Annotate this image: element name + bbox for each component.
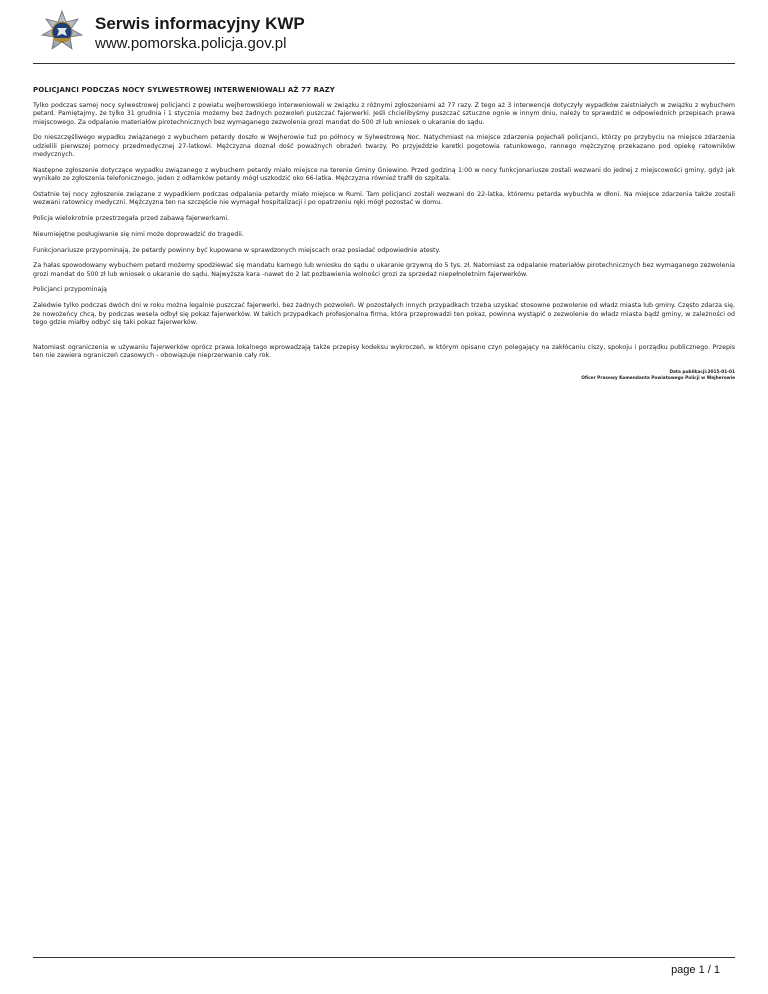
author: Oficer Prasowy Komendanta Powiatowego Policji w Wejherowie [581,376,735,382]
header [33,10,333,54]
paragraph: Zaledwie tylko podczas dwóch dni w roku można legalnie puszczać fajerwerki, bez żadnych pozwoleń. W pozostałych innych przypadkach trzeba uzyskać stosowne pozwolenie od władz miasta lub gminy. Często zdarza się, że nowożeńcy chcą, by podczas wesela odbył się pokaz fajerwerków. W takich przypadkach profesjonalna firma, która przeprowadzi ten pokaz, powinna wystąpić o zezwolenie do władz miasta bądź gminy, w zależności od tego gdzie miałby odbyć się taki pokaz fajerwerków. [33,302,735,326]
header-divider [33,63,735,64]
footer-divider [33,957,735,958]
article-meta [33,370,735,382]
site-title: Serwis informacyjny KWP [95,14,305,33]
paragraph: Za hałas spowodowany wybuchem petard możemy spodziewać się mandatu karnego lub wniosku do sądu o ukaranie grzywną do 5 tys. zł. Natomiast za odpalanie materiałów pirotechnicznych bez wymaganego zezwolenia grozi mandat do 500 zł lub wniosek o ukaranie do sądu. Najwyższa kara -nawet do 2 lat pozbawienia wolności grozi za sprzedaż niepełnoletnim fajerwerków. [33,262,735,278]
paragraph: Do nieszczęśliwego wypadku związanego z wybuchem petardy doszło w Wejherowie tuż po północy w Sylwestrową Noc. Natychmiast na miejsce zdarzenia pojechali policjanci, którzy po przybyciu na miejsce zdarzenia udzielili pierwszej pomocy przedmedycznej 27-latkowi. Mężczyzna doznał dość poważnych obrażeń twarzy. Po przyjeździe karetki pogotowia ratunkowego, rannego mężczyznę przekazano pod opiekę ratowników medycznych. [33,134,735,158]
paragraph: Funkcjonariusze przypominają, że petardy powinny być kupowane w sprawdzonych miejscach oraz posiadać odpowiednie atesty. [33,246,441,254]
paragraph: Policjanci przypominają [33,286,108,294]
publication-date: Data publikacji:2015-01-01 [669,370,735,376]
spacer [33,335,735,344]
site-url[interactable]: www.pomorska.policja.gov.pl [95,35,287,52]
paragraph: Tylko podczas samej nocy sylwestrowej policjanci z powiatu wejherowskiego interweniowali w związku z różnymi zgłoszeniami aż 77 razy. Z tego aż 3 interwencje dotyczyły wypadków zaistniałych w związku z wybuchem petard. Pamiętajmy, że tylko 31 grudnia i 1 stycznia możemy bez żadnych pozwoleń puszczać fajerwerki. Jeśli chcielibyśmy puszczać sztuczne ognie w innym dniu, należy to sprawdzić w odpowiednich przepisach prawa miejscowego. Za odpalanie materiałów pirotechnicznych bez wymaganego zezwolenia grozi mandat do 500 zł lub wniosek o ukaranie do sądu. [33,102,735,126]
page-number: page 1 / 1 [671,964,720,976]
paragraph: Następne zgłoszenie dotyczące wypadku związanego z wybuchem petardy miało miejsce na terenie Gminy Gniewino. Przed godziną 1:00 w nocy funkcjonariusze zostali wezwani do jednej z miejscowości gminy, gdyż jak wynikało ze zgłoszenia telefonicznego, jeden z odłamków petardy mógł uszkodzić oko 66-latka. Mężczyzna również trafił do szpitala. [33,166,735,183]
paragraph: Policja wielokrotnie przestrzegała przed zabawą fajerwerkami. [33,214,230,222]
paragraph: Ostatnie tej nocy zgłoszenie związane z wypadkiem podczas odpalania petardy miało miejsce w Rumi. Tam policjanci zostali wezwani do 22-latka, któremu petarda wybuchła w dłoni. Na miejsce zdarzenia także zostali wezwani ratownicy medyczni. Mężczyzna ten na szczęście nie wymagał hospitalizacji i po opatrzeniu ręki mógł pozostać w domu. [33,190,735,207]
article-title: POLICJANCI PODCZAS NOCY SYLWESTROWEJ INTERWENIOWALI AŻ 77 RAZY [33,86,335,94]
police-star-badge-icon [33,10,91,54]
paragraph: Natomiast ograniczenia w używaniu fajerwerków oprócz prawa lokalnego wprowadzają także przepisy kodeksu wykroczeń, w którym opisano czyn polegający na zakłócaniu ciszy, spokoju i porządku publicznego. Przepis ten nie zawiera ograniczeń czasowych - obowiązuje nieprzerwanie cały rok. [33,343,735,359]
article [33,86,735,382]
paragraph: Nieumiejętne posługiwanie się nimi może doprowadzić do tragedii. [33,230,244,238]
